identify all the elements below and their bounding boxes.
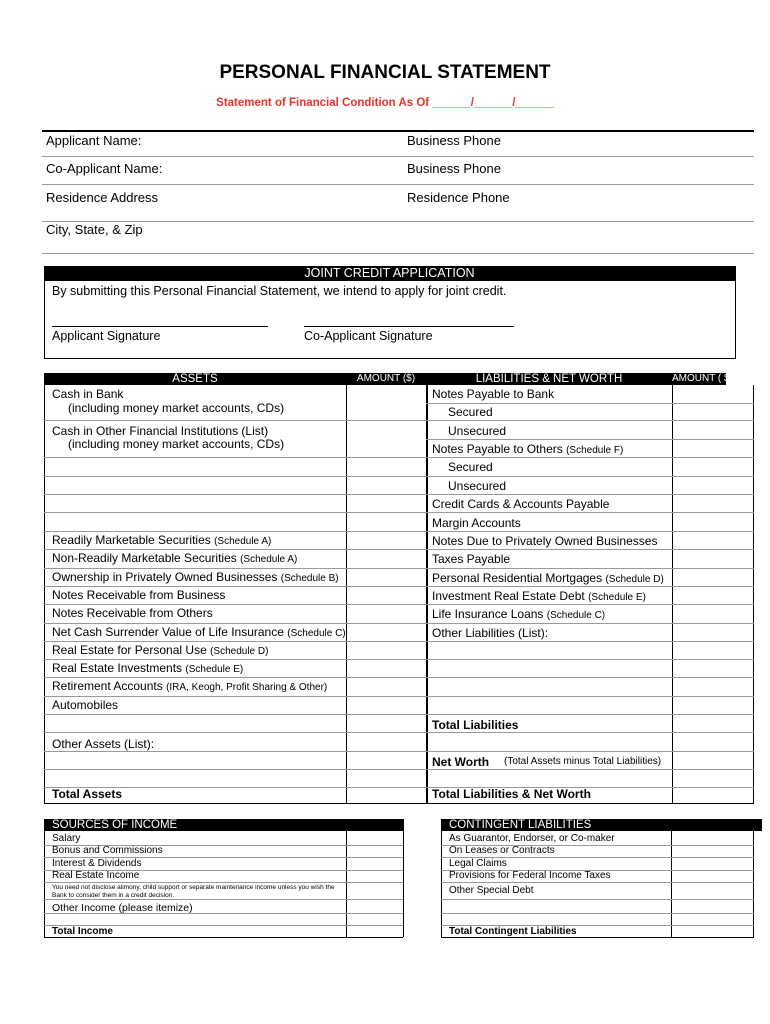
liability-row: Personal Residential Mortgages (Schedule D) bbox=[432, 571, 664, 585]
liability-row: Investment Real Estate Debt (Schedule E) bbox=[432, 589, 646, 603]
total-income-label: Total Income bbox=[52, 926, 113, 937]
asset-row: Real Estate for Personal Use (Schedule D) bbox=[52, 642, 269, 657]
liability-row: Secured bbox=[448, 405, 493, 419]
income-row: Interest & Dividends bbox=[52, 857, 142, 869]
joint-credit-header: JOINT CREDIT APPLICATION bbox=[44, 266, 735, 281]
asset-cash-other-sub: (including money market accounts, CDs) bbox=[68, 437, 285, 451]
co-applicant-signature-label: Co-Applicant Signature bbox=[304, 329, 433, 343]
joint-credit-text: By submitting this Personal Financial Statement, we intend to apply for joint credit. bbox=[52, 284, 507, 298]
income-other: Other Income (please itemize) bbox=[52, 902, 193, 914]
liability-row: Unsecured bbox=[448, 424, 507, 438]
row-divider bbox=[44, 457, 754, 458]
applicant-signature-label: Applicant Signature bbox=[52, 329, 161, 343]
row-divider bbox=[44, 420, 754, 421]
income-border bbox=[346, 831, 347, 937]
total-assets-label: Total Assets bbox=[52, 787, 123, 801]
asset-row: Readily Marketable Securities (Schedule A) bbox=[52, 533, 272, 547]
liability-row: Unsecured bbox=[448, 479, 507, 493]
total-liabilities-label: Total Liabilities bbox=[432, 718, 519, 732]
liabilities-header: LIABILITIES & NET WORTH bbox=[426, 373, 672, 385]
liability-row: Life Insurance Loans (Schedule C) bbox=[432, 607, 606, 621]
income-row: Bonus and Commissions bbox=[52, 845, 163, 857]
row-divider bbox=[44, 604, 754, 605]
contingent-row: Provisions for Federal Income Taxes bbox=[449, 869, 611, 881]
row-divider bbox=[441, 913, 754, 914]
co-applicant-name-field[interactable] bbox=[42, 184, 754, 185]
asset-other-assets: Other Assets (List): bbox=[52, 737, 155, 751]
row-divider bbox=[441, 899, 754, 900]
income-bottom bbox=[44, 937, 403, 938]
contingent-row: Legal Claims bbox=[449, 857, 507, 869]
table-border bbox=[44, 385, 45, 803]
contingent-bottom bbox=[441, 937, 754, 938]
row-divider bbox=[44, 623, 754, 624]
income-row: Salary bbox=[52, 833, 81, 844]
liabilities-amount-header: AMOUNT ( $) bbox=[672, 373, 733, 384]
asset-row: Non-Readily Marketable Securities (Schedule A) bbox=[52, 551, 298, 566]
page-title: PERSONAL FINANCIAL STATEMENT bbox=[219, 62, 551, 83]
liability-row: Margin Accounts bbox=[432, 516, 521, 530]
income-border bbox=[403, 819, 404, 937]
row-divider bbox=[44, 732, 754, 733]
co-applicant-name-label: Co-Applicant Name: bbox=[46, 161, 163, 176]
income-border bbox=[44, 831, 45, 937]
asset-cash-in-bank: Cash in Bank bbox=[52, 387, 124, 401]
liability-row: Taxes Payable bbox=[432, 552, 511, 566]
income-row: Real Estate Income bbox=[52, 869, 140, 881]
row-divider bbox=[44, 882, 403, 883]
total-liabilities-net-worth-label: Total Liabilities & Net Worth bbox=[432, 787, 591, 801]
table-border bbox=[426, 385, 428, 803]
table-bottom bbox=[44, 803, 754, 804]
contingent-row: On Leases or Contracts bbox=[449, 845, 555, 857]
row-divider bbox=[426, 403, 754, 404]
row-divider bbox=[44, 913, 403, 914]
residence-address-label: Residence Address bbox=[46, 190, 159, 205]
row-divider bbox=[441, 882, 754, 883]
contingent-border bbox=[671, 831, 672, 937]
co-business-phone-label: Business Phone bbox=[407, 161, 501, 176]
contingent-border bbox=[441, 831, 442, 937]
liability-row: Secured bbox=[448, 460, 493, 474]
income-header: SOURCES OF INCOME bbox=[44, 819, 404, 831]
applicant-signature-field[interactable] bbox=[52, 326, 268, 327]
net-worth-note: (Total Assets minus Total Liabilities) bbox=[504, 756, 662, 767]
residence-address-field[interactable] bbox=[42, 221, 754, 222]
asset-row: Retirement Accounts (IRA, Keogh, Profit Sharing & Other) bbox=[52, 679, 328, 694]
row-divider bbox=[44, 677, 754, 678]
liability-row: Notes Due to Privately Owned Businesses bbox=[432, 534, 658, 548]
asset-cash-in-bank-sub: (including money market accounts, CDs) bbox=[68, 401, 285, 415]
row-divider bbox=[44, 769, 754, 770]
liability-row: Notes Payable to Bank bbox=[432, 387, 555, 401]
row-divider bbox=[44, 549, 754, 550]
row-divider bbox=[44, 512, 754, 513]
contingent-border bbox=[753, 831, 754, 937]
asset-row: Ownership in Privately Owned Businesses (Schedule B) bbox=[52, 569, 339, 584]
row-divider bbox=[44, 568, 754, 569]
business-phone-label: Business Phone bbox=[407, 133, 501, 148]
table-border bbox=[753, 385, 754, 803]
applicant-name-label: Applicant Name: bbox=[46, 133, 142, 148]
row-divider bbox=[44, 787, 754, 788]
row-divider bbox=[44, 494, 754, 495]
residence-phone-label: Residence Phone bbox=[407, 190, 510, 205]
liability-row: Other Liabilities (List): bbox=[432, 626, 549, 640]
row-divider bbox=[44, 899, 403, 900]
assets-header: ASSETS bbox=[44, 373, 346, 385]
table-border bbox=[346, 385, 347, 803]
contingent-row: Other Special Debt bbox=[449, 885, 534, 896]
income-disclaimer: You need not disclose alimony, child support or separate maintenance income unless you wish the Bank to consider them in a credit decision. bbox=[52, 884, 335, 899]
row-divider bbox=[44, 476, 754, 477]
asset-cash-other: Cash in Other Financial Institutions (List) bbox=[52, 424, 269, 438]
co-applicant-signature-field[interactable] bbox=[304, 326, 514, 327]
contingent-row: As Guarantor, Endorser, or Co-maker bbox=[449, 833, 615, 844]
asset-row: Net Cash Surrender Value of Life Insurance (Schedule C) bbox=[52, 624, 346, 639]
contingent-header: CONTINGENT LIABILITIES bbox=[441, 819, 762, 831]
row-divider bbox=[426, 439, 754, 440]
liability-row: Credit Cards & Accounts Payable bbox=[432, 497, 610, 511]
asset-row: Notes Receivable from Others bbox=[52, 606, 213, 621]
row-divider bbox=[44, 696, 754, 697]
net-worth-label: Net Worth bbox=[432, 755, 490, 769]
assets-amount-header: AMOUNT ($) bbox=[346, 373, 426, 385]
city-state-zip-field[interactable] bbox=[42, 253, 754, 254]
row-divider bbox=[44, 641, 754, 642]
row-divider bbox=[44, 531, 754, 532]
asset-row: Real Estate Investments (Schedule E) bbox=[52, 661, 244, 676]
total-contingent-label: Total Contingent Liabilities bbox=[449, 926, 577, 937]
applicant-name-field[interactable] bbox=[42, 156, 754, 157]
row-divider bbox=[44, 659, 754, 660]
statement-date-line[interactable]: Statement of Financial Condition As Of ______/______/______ bbox=[216, 97, 554, 109]
divider bbox=[42, 130, 754, 132]
asset-row: Automobiles bbox=[52, 697, 119, 712]
table-border bbox=[672, 385, 673, 803]
liability-row: Notes Payable to Others (Schedule F) bbox=[432, 442, 624, 456]
row-divider bbox=[44, 714, 754, 715]
asset-row: Notes Receivable from Business bbox=[52, 587, 226, 602]
city-state-zip-label: City, State, & Zip bbox=[46, 222, 143, 237]
